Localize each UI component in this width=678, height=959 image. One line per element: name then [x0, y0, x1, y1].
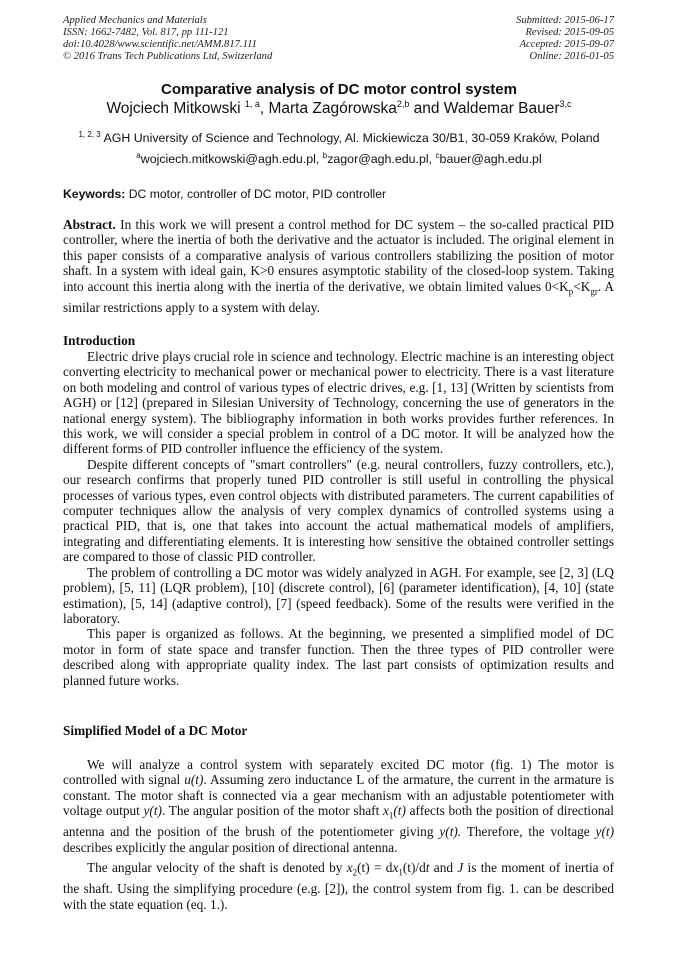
- authors: [0, 99, 678, 118]
- math: J: [457, 860, 464, 876]
- affiliation: [0, 130, 678, 145]
- abstract-label: Abstract.: [63, 217, 116, 232]
- emails: [0, 151, 678, 166]
- email[interactable]: zagor@agh.edu.pl,: [327, 152, 436, 167]
- introduction-body: [63, 349, 614, 688]
- journal-info: [63, 15, 272, 63]
- paper-title: Comparative analysis of DC motor control system: [161, 81, 517, 98]
- text: describes explicitly the angular position of directional antenna.: [63, 839, 398, 855]
- section-heading-model: Simplified Model of a DC Motor: [63, 723, 248, 738]
- abstract-text: <K: [573, 278, 591, 294]
- keywords-label: Keywords:: [63, 187, 126, 201]
- math: x: [392, 860, 399, 876]
- author: , Marta Zagórowska: [259, 100, 397, 118]
- subscript: 1: [398, 867, 403, 878]
- journal-line: ISSN: 1662-7482, Vol. 817, pp 111-121: [63, 27, 229, 38]
- date-line: Online: 2016-01-05: [529, 51, 614, 62]
- affiliation-text: AGH University of Science and Technology, Al. Mickiewicza 30/B1, 30-059 Kraków, Poland: [100, 131, 600, 146]
- journal-line: © 2016 Trans Tech Publications Ltd, Switzerland: [63, 51, 273, 62]
- affil-mark: 1, 2, 3: [78, 130, 101, 139]
- text: We will analyze a control system with separately excited DC motor (fig. 1) The motor is controlled with signal: [63, 757, 614, 788]
- paragraph: This paper is organized as follows. At the beginning, we presented a simplified model of DC motor in form of state space and transfer function. Then the three types of PID controller were described along with appropriate quality index. The last part consists of optimization results and planned future works.: [63, 626, 614, 688]
- date-line: Revised: 2015-09-05: [525, 27, 614, 38]
- author: Wojciech Mitkowski: [106, 100, 245, 118]
- text: . The angular position of the motor shaft: [161, 803, 383, 819]
- affil-mark: 2,b: [396, 99, 410, 109]
- text: is the moment of inertia of the shaft. Using the simplifying procedure (e.g. [2]), the control system from fig. 1. can be described with the state equation (eq. 1.).: [63, 860, 614, 912]
- paragraph: [63, 860, 614, 912]
- keywords-text: DC motor, controller of DC motor, PID controller: [125, 187, 387, 201]
- paragraph: [63, 757, 614, 855]
- abstract-text: . A similar restrictions apply to a system with delay.: [63, 278, 614, 315]
- affil-mark: 1, a: [244, 99, 260, 109]
- email-mark: c: [435, 151, 440, 160]
- math: x: [382, 803, 389, 819]
- math: (t): [393, 803, 406, 819]
- text: (t) = d: [357, 860, 393, 876]
- author: and Waldemar Bauer: [409, 100, 560, 118]
- journal-line: Applied Mechanics and Materials: [63, 15, 207, 26]
- email[interactable]: wojciech.mitkowski@agh.edu.pl,: [140, 152, 323, 167]
- abstract-text: In this work we will present a control method for DC system – the so-called practical PID controller, where the inertia of both the derivative and the actuator is included. The original element in this paper consists of a comparative analysis of various controllers stabilizing the position of motor shaft. In a system with ideal gain, K>0 ensures asymptotic stability of the closed-loop system. Taking into account this inertia along with the inertia of the derivative, we obtain limited values 0<K: [63, 217, 614, 294]
- math: y(t): [595, 824, 614, 840]
- subscript: p: [568, 286, 574, 297]
- math: u(t): [184, 772, 204, 788]
- journal-line: doi:10.4028/www.scientific.net/AMM.817.111: [63, 39, 257, 50]
- math: t: [425, 860, 430, 876]
- email-mark: a: [136, 151, 141, 160]
- date-line: Accepted: 2015-09-07: [519, 39, 614, 50]
- text: The angular velocity of the shaft is denoted by: [87, 860, 347, 876]
- subscript: 1: [388, 810, 394, 821]
- email-mark: b: [322, 151, 328, 160]
- math: y(t): [143, 803, 162, 819]
- affil-mark: 3,c: [559, 99, 572, 109]
- email[interactable]: bauer@agh.edu.pl: [439, 152, 542, 167]
- text: and: [429, 860, 458, 876]
- text: . Assuming zero inductance L of the armature, the current in the armature is constant. The motor shaft is connected via a gear mechanism with an adjustable potentiometer with voltage output: [63, 772, 614, 819]
- dates-info: [516, 15, 614, 63]
- subscript: 2: [352, 867, 358, 878]
- text: Therefore, the voltage: [461, 824, 596, 840]
- keywords: [63, 187, 386, 201]
- paragraph: Electric drive plays crucial role in science and technology. Electric machine is an interesting object converting electricity to mechanical power or mechanical power to electricity. There is a vast literature on both modeling and control of various types of electric drives, e.g. [1, 13] (Written by scientists from AGH) or [12] (prepared in Silesian University of Technology, concerning the use of generators in the national energy system). The bibliography information in both works provides further references. In this work, we will consider a special problem in control of a DC motor. It will be analyzed how the different forms of PID controller influence the efficiency of the system.: [63, 349, 614, 457]
- abstract: [63, 217, 614, 315]
- text: affects both the position of directional antenna and the position of the brush of the potentiometer giving: [63, 803, 614, 840]
- math: y(t).: [439, 824, 462, 840]
- paragraph: The problem of controlling a DC motor was widely analyzed in AGH. For example, see [2, 3] (LQ problem), [5, 11] (LQR problem), [10] (discrete control), [6] (parameter identification), [4, 10] (state estimation), [5, 14] (adaptive control), [7] (speed feedback). Some of the results were verified in the laboratory.: [63, 564, 614, 626]
- subscript: gr: [590, 286, 598, 297]
- date-line: Submitted: 2015-06-17: [516, 15, 614, 26]
- model-body: [63, 757, 614, 912]
- math: x: [346, 860, 353, 876]
- paragraph: Despite different concepts of "smart controllers" (e.g. neural controllers, fuzzy controllers, etc.), our research confirms that properly tuned PID controller is still useful in controlling the physical processes of various types, even control objects with distributed parameters. The current capabilities of computer techniques allow the analysis of very complex dynamics of controlled systems using a practical PID, that is, one that takes into account the actual mathematical models of amplifiers, integrating and differentiating elements. It is interesting how sensitive the obtained controller settings are compared to those of classic PID controller.: [63, 456, 614, 565]
- section-heading-introduction: Introduction: [63, 333, 136, 348]
- text: (t)/d: [402, 860, 426, 876]
